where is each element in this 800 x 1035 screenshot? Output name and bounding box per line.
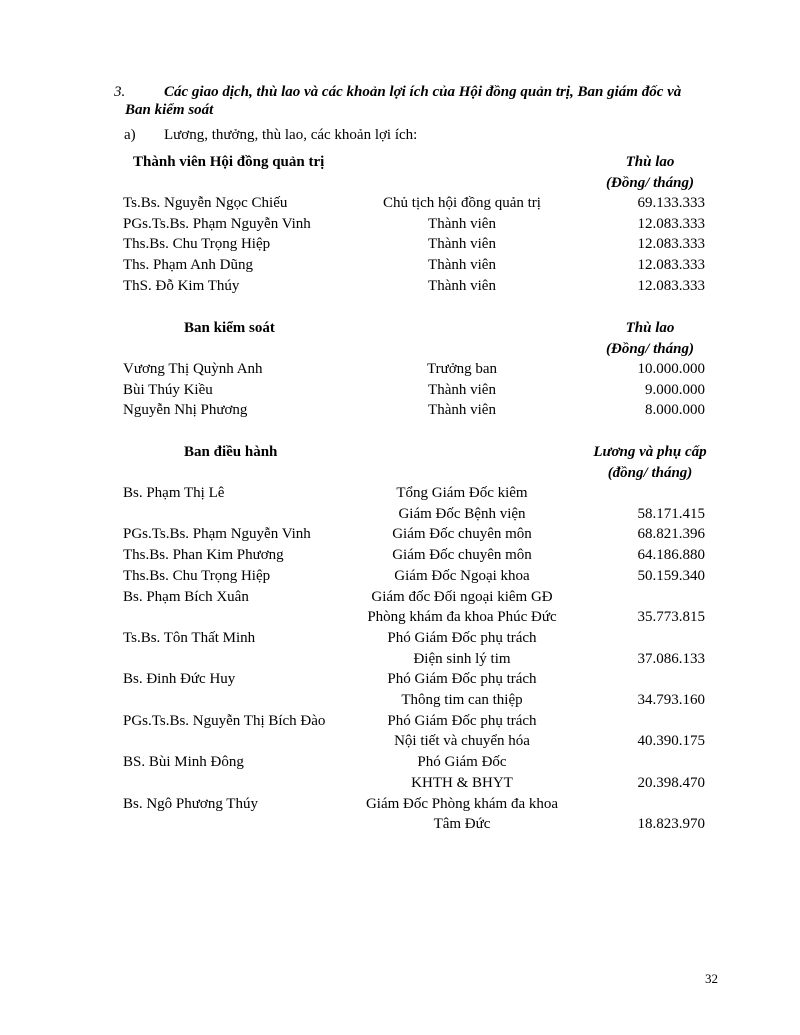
member-name: Vương Thị Quỳnh Anh xyxy=(123,361,263,377)
executive-role: Giám Đốc Ngoại khoa xyxy=(394,567,530,584)
member-value: 12.083.333 xyxy=(637,236,705,253)
member-role: Chủ tịch hội đồng quản trị xyxy=(383,195,541,211)
member-role: Thành viên xyxy=(428,236,496,253)
executive-name: Bs. Phạm Thị Lê xyxy=(123,485,225,501)
board-heading: Thành viên Hội đồng quản trị xyxy=(133,154,325,170)
executive-role: Phó Giám Đốc xyxy=(417,754,507,771)
member-name: PGs.Ts.Bs. Phạm Nguyễn Vinh xyxy=(123,215,311,232)
executive-value: 40.390.175 xyxy=(637,733,705,750)
member-value: 8.000.000 xyxy=(645,402,705,419)
sub-label: a) xyxy=(124,127,136,143)
executive-role-cont: Giám Đốc Bệnh viện xyxy=(398,505,526,522)
executive-role: Tổng Giám Đốc kiêm xyxy=(396,485,528,501)
executive-role-cont: Điện sinh lý tim xyxy=(413,650,511,667)
member-role: Trưởng ban xyxy=(426,361,498,377)
member-role: Thành viên xyxy=(428,277,496,294)
executive-name: BS. Bùi Minh Đông xyxy=(123,754,244,771)
section-title-line2: Ban kiểm soát xyxy=(125,102,214,118)
member-value: 10.000.000 xyxy=(637,361,705,377)
member-value: 9.000.000 xyxy=(645,381,705,398)
executive-col-head-1: Lương và phụ cấp xyxy=(593,444,707,460)
board-col-head-2: (Đồng/ tháng) xyxy=(606,175,694,191)
executive-col-head-2: (đồng/ tháng) xyxy=(607,465,693,481)
member-role: Thành viên xyxy=(428,381,496,398)
member-name: Bùi Thúy Kiều xyxy=(123,381,213,398)
executive-role-cont: KHTH & BHYT xyxy=(411,774,513,791)
executive-name: Ths.Bs. Chu Trọng Hiệp xyxy=(123,567,271,584)
member-role: Thành viên xyxy=(428,215,496,232)
executive-name: Ths.Bs. Phan Kim Phương xyxy=(123,547,284,564)
executive-value: 68.821.396 xyxy=(637,526,705,543)
executive-heading: Ban điều hành xyxy=(184,444,278,460)
executive-role-cont: Thông tim can thiệp xyxy=(401,692,523,708)
supervisory-col-head-2: (Đồng/ tháng) xyxy=(606,341,694,357)
member-name: Nguyễn Nhị Phương xyxy=(123,402,248,419)
section-title-line1: Các giao dịch, thù lao và các khoản lợi ích của Hội đồng quản trị, Ban giám đốc và xyxy=(164,84,682,100)
member-role: Thành viên xyxy=(428,257,496,274)
member-value: 12.083.333 xyxy=(637,277,705,294)
member-role: Thành viên xyxy=(428,402,496,419)
supervisory-col-head-1: Thù lao xyxy=(625,320,675,336)
executive-value: 20.398.470 xyxy=(637,774,705,791)
executive-role: Giám Đốc chuyên môn xyxy=(392,526,532,543)
executive-name: Bs. Phạm Bích Xuân xyxy=(123,588,249,605)
member-name: ThS. Đỗ Kim Thúy xyxy=(123,277,240,294)
executive-value: 64.186.880 xyxy=(637,547,705,564)
executive-role-cont: Phòng khám đa khoa Phúc Đức xyxy=(367,609,557,626)
executive-name: Bs. Ngô Phương Thúy xyxy=(123,795,258,812)
executive-role: Giám Đốc chuyên môn xyxy=(392,547,532,564)
executive-name: PGs.Ts.Bs. Phạm Nguyễn Vinh xyxy=(123,526,311,543)
member-name: Ts.Bs. Nguyễn Ngọc Chiếu xyxy=(123,195,288,211)
page-number: 32 xyxy=(705,971,718,986)
member-value: 12.083.333 xyxy=(637,215,705,232)
member-name: Ths. Phạm Anh Dũng xyxy=(123,257,254,274)
executive-value: 50.159.340 xyxy=(637,567,705,584)
executive-value: 37.086.133 xyxy=(637,650,705,667)
executive-value: 58.171.415 xyxy=(637,505,705,522)
executive-role: Phó Giám Đốc phụ trách xyxy=(387,629,537,646)
member-value: 69.133.333 xyxy=(637,195,705,211)
executive-role-cont: Nội tiết và chuyển hóa xyxy=(394,733,530,750)
member-value: 12.083.333 xyxy=(637,257,705,274)
executive-role: Giám đốc Đối ngoại kiêm GĐ xyxy=(371,588,553,605)
executive-value: 18.823.970 xyxy=(637,816,705,833)
sub-text: Lương, thưởng, thù lao, các khoản lợi ích: xyxy=(164,127,418,143)
section-number: 3. xyxy=(114,84,126,100)
member-name: Ths.Bs. Chu Trọng Hiệp xyxy=(123,236,271,253)
board-col-head-1: Thù lao xyxy=(625,154,675,170)
executive-value: 34.793.160 xyxy=(637,692,705,708)
executive-role: Giám Đốc Phòng khám đa khoa xyxy=(365,795,559,812)
executive-name: Ts.Bs. Tôn Thất Minh xyxy=(123,629,256,646)
executive-name: Bs. Đinh Đức Huy xyxy=(123,671,236,688)
executive-name: PGs.Ts.Bs. Nguyễn Thị Bích Đào xyxy=(123,712,326,729)
executive-role-cont: Tâm Đức xyxy=(433,816,491,833)
executive-role: Phó Giám Đốc phụ trách xyxy=(387,712,537,729)
executive-value: 35.773.815 xyxy=(637,609,705,626)
executive-role: Phó Giám Đốc phụ trách xyxy=(387,671,537,688)
supervisory-heading: Ban kiểm soát xyxy=(184,320,275,336)
